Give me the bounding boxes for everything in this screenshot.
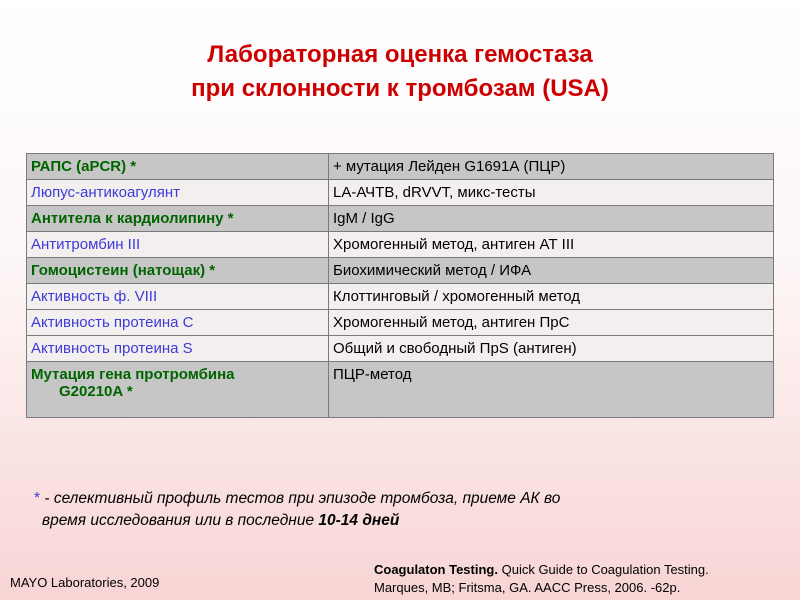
slide-title bbox=[0, 38, 800, 106]
table-row bbox=[27, 258, 774, 284]
method-cell: Хромогенный метод, антиген ПрС bbox=[329, 310, 774, 336]
test-name-line-2: G20210A * bbox=[59, 383, 133, 400]
footnote-line-2 bbox=[34, 510, 734, 532]
table-row bbox=[27, 154, 774, 180]
method-cell: Хромогенный метод, антиген АТ III bbox=[329, 232, 774, 258]
method-cell: IgM / IgG bbox=[329, 206, 774, 232]
table-row bbox=[27, 180, 774, 206]
test-name-cell: Гомоцистеин (натощак) * bbox=[27, 258, 329, 284]
method-cell: Клоттинговый / хромогенный метод bbox=[329, 284, 774, 310]
hemostasis-tests-table bbox=[26, 153, 774, 418]
reference-bold: Coagulaton Testing. bbox=[374, 562, 498, 577]
test-name-cell: Антитромбин III bbox=[27, 232, 329, 258]
table-row bbox=[27, 284, 774, 310]
test-name-line-1: Мутация гена протромбина bbox=[31, 366, 235, 383]
method-cell: ПЦР-метод bbox=[329, 362, 774, 418]
test-name-cell bbox=[27, 362, 329, 418]
footnote-line-2-text: время исследования или в последние bbox=[42, 512, 319, 529]
footnote-line-1: - селективный профиль тестов при эпизоде тромбоза, приеме АК во bbox=[40, 490, 561, 507]
test-name-cell: РАПС (aPCR) * bbox=[27, 154, 329, 180]
method-cell: Биохимический метод / ИФА bbox=[329, 258, 774, 284]
title-line-1: Лабораторная оценка гемостаза bbox=[207, 41, 593, 68]
method-cell: LA-АЧТВ, dRVVT, микс-тесты bbox=[329, 180, 774, 206]
source-label: MAYO Laboratories, 2009 bbox=[10, 575, 160, 590]
test-name-cell: Активность протеина С bbox=[27, 310, 329, 336]
table-row bbox=[27, 310, 774, 336]
method-cell: Общий и свободный ПрS (антиген) bbox=[329, 336, 774, 362]
reference bbox=[374, 561, 794, 597]
reference-rest: Quick Guide to Coagulation Testing. bbox=[497, 562, 709, 577]
footnote-star: * bbox=[34, 490, 41, 507]
test-name-cell: Активность протеина S bbox=[27, 336, 329, 362]
table-row bbox=[27, 206, 774, 232]
table-row bbox=[27, 232, 774, 258]
test-name-cell: Люпус-антикоагулянт bbox=[27, 180, 329, 206]
table-row bbox=[27, 336, 774, 362]
reference-authors: Marques, MB; Fritsma, GA. AACC Press, 2006. -62p. bbox=[374, 580, 681, 595]
table-row bbox=[27, 362, 774, 418]
method-cell: + мутация Лейден G1691А (ПЦР) bbox=[329, 154, 774, 180]
reference-title bbox=[374, 562, 709, 577]
test-name-cell: Активность ф. VIII bbox=[27, 284, 329, 310]
title-line-2: при склонности к тромбозам (USA) bbox=[191, 75, 609, 102]
test-name-cell: Антитела к кардиолипину * bbox=[27, 206, 329, 232]
footnote-days: 10-14 дней bbox=[318, 512, 400, 529]
footnote bbox=[34, 488, 734, 532]
